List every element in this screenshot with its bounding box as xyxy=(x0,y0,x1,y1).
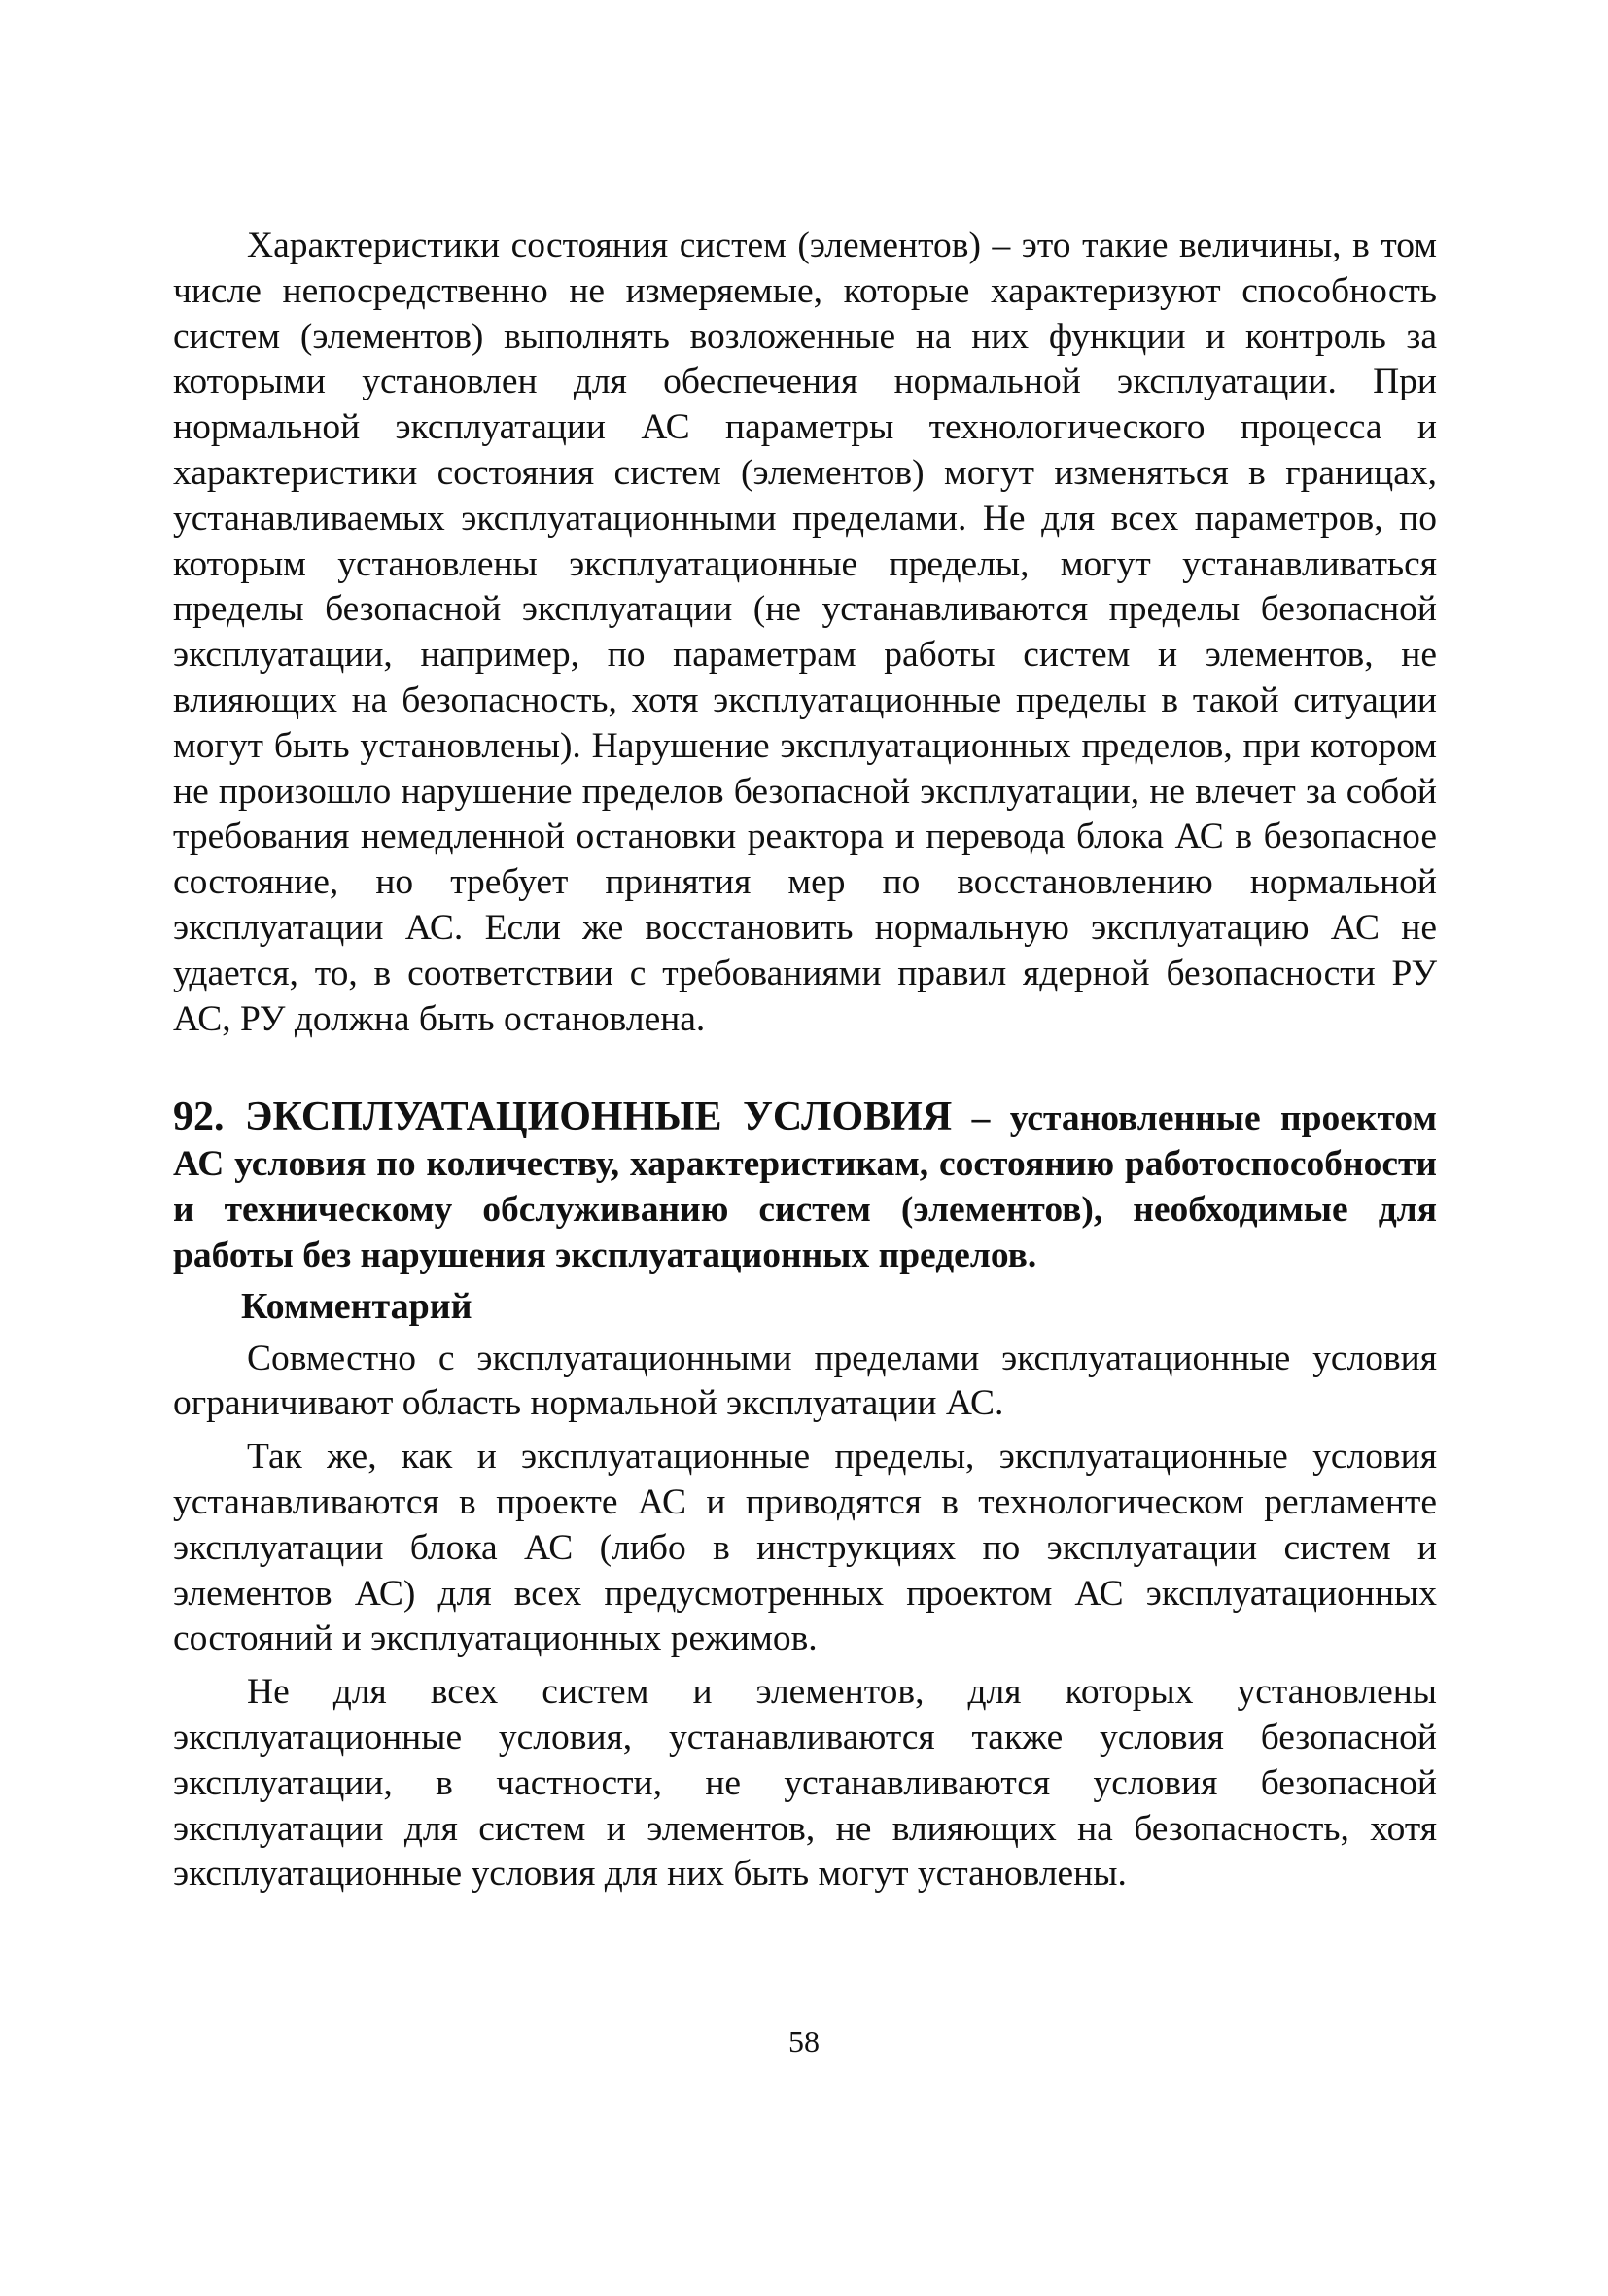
comment-paragraph-1: Совместно с эксплуатационными пределами эксплуатационные условия ограничивают область нормальной эксплуатации АС. xyxy=(173,1338,1437,1424)
comment-paragraph-3: Не для всех систем и элементов, для которых установлены эксплуатационные условия, устанавливаются также условия безопасной эксплуатации, в частности, не устанавливаются условия безопасной эксплуатации для систем и элементов, не влияющих на безопасность, хотя эксплуатационные условия для них быть могут установлены. xyxy=(173,1672,1437,1895)
comment-paragraph-2: Так же, как и эксплуатационные пределы, эксплуатационные условия устанавливаются в проекте АС и приводятся в технологическом регламенте эксплуатации блока АС (либо в инструкциях по эксплуатации систем и элементов АС) для всех предусмотренных проектом АС эксплуатационных состояний и эксплуатационных режимов. xyxy=(173,1437,1437,1659)
page-number: 58 xyxy=(788,2024,820,2059)
term-heading: 92. ЭКСПЛУАТАЦИОННЫЕ УСЛОВИЯ xyxy=(173,1095,953,1140)
page-body xyxy=(173,224,1437,1897)
comment-title: Комментарий xyxy=(241,1285,472,1327)
intro-paragraph: Характеристики состояния систем (элементов) – это такие величины, в том числе непосредственно не измеряемые, которые характеризуют способность систем (элементов) выполнять возложенные на них функции и контроль за которыми установлен для обеспечения нормальной эксплуатации. При нормальной эксплуатации АС параметры технологического процесса и характеристики состояния систем (элементов) могут изменяться в границах, устанавливаемых эксплуатационными пределами. Не для всех параметров, по которым установлены эксплуатационные пределы, могут устанавливаться пределы безопасной эксплуатации (не устанавливаются пределы безопасной эксплуатации, например, по параметрам работы систем и элементов, не влияющих на безопасность, хотя эксплуатационные пределы в такой ситуации могут быть установлены). Нарушение эксплуатационных пределов, при котором не произошло нарушение пределов безопасной эксплуатации, не влечет за собой требования немедленной остановки реактора и перевода блока АС в безопасное состояние, но требует принятия мер по восстановлению нормальной эксплуатации АС. Если же восстановить нормальную эксплуатацию АС не удается, то, в соответствии с требованиями правил ядерной безопасности РУ АС, РУ должна быть остановлена. xyxy=(173,226,1437,1039)
term-92 xyxy=(173,1095,1437,1278)
term-definition: – установленные проектом АС условия по количеству, характеристикам, состоянию работоспособности и техническому обслуживанию систем (элементов), необходимые для работы без нарушения эксплуатационных пределов. xyxy=(173,1098,1437,1275)
